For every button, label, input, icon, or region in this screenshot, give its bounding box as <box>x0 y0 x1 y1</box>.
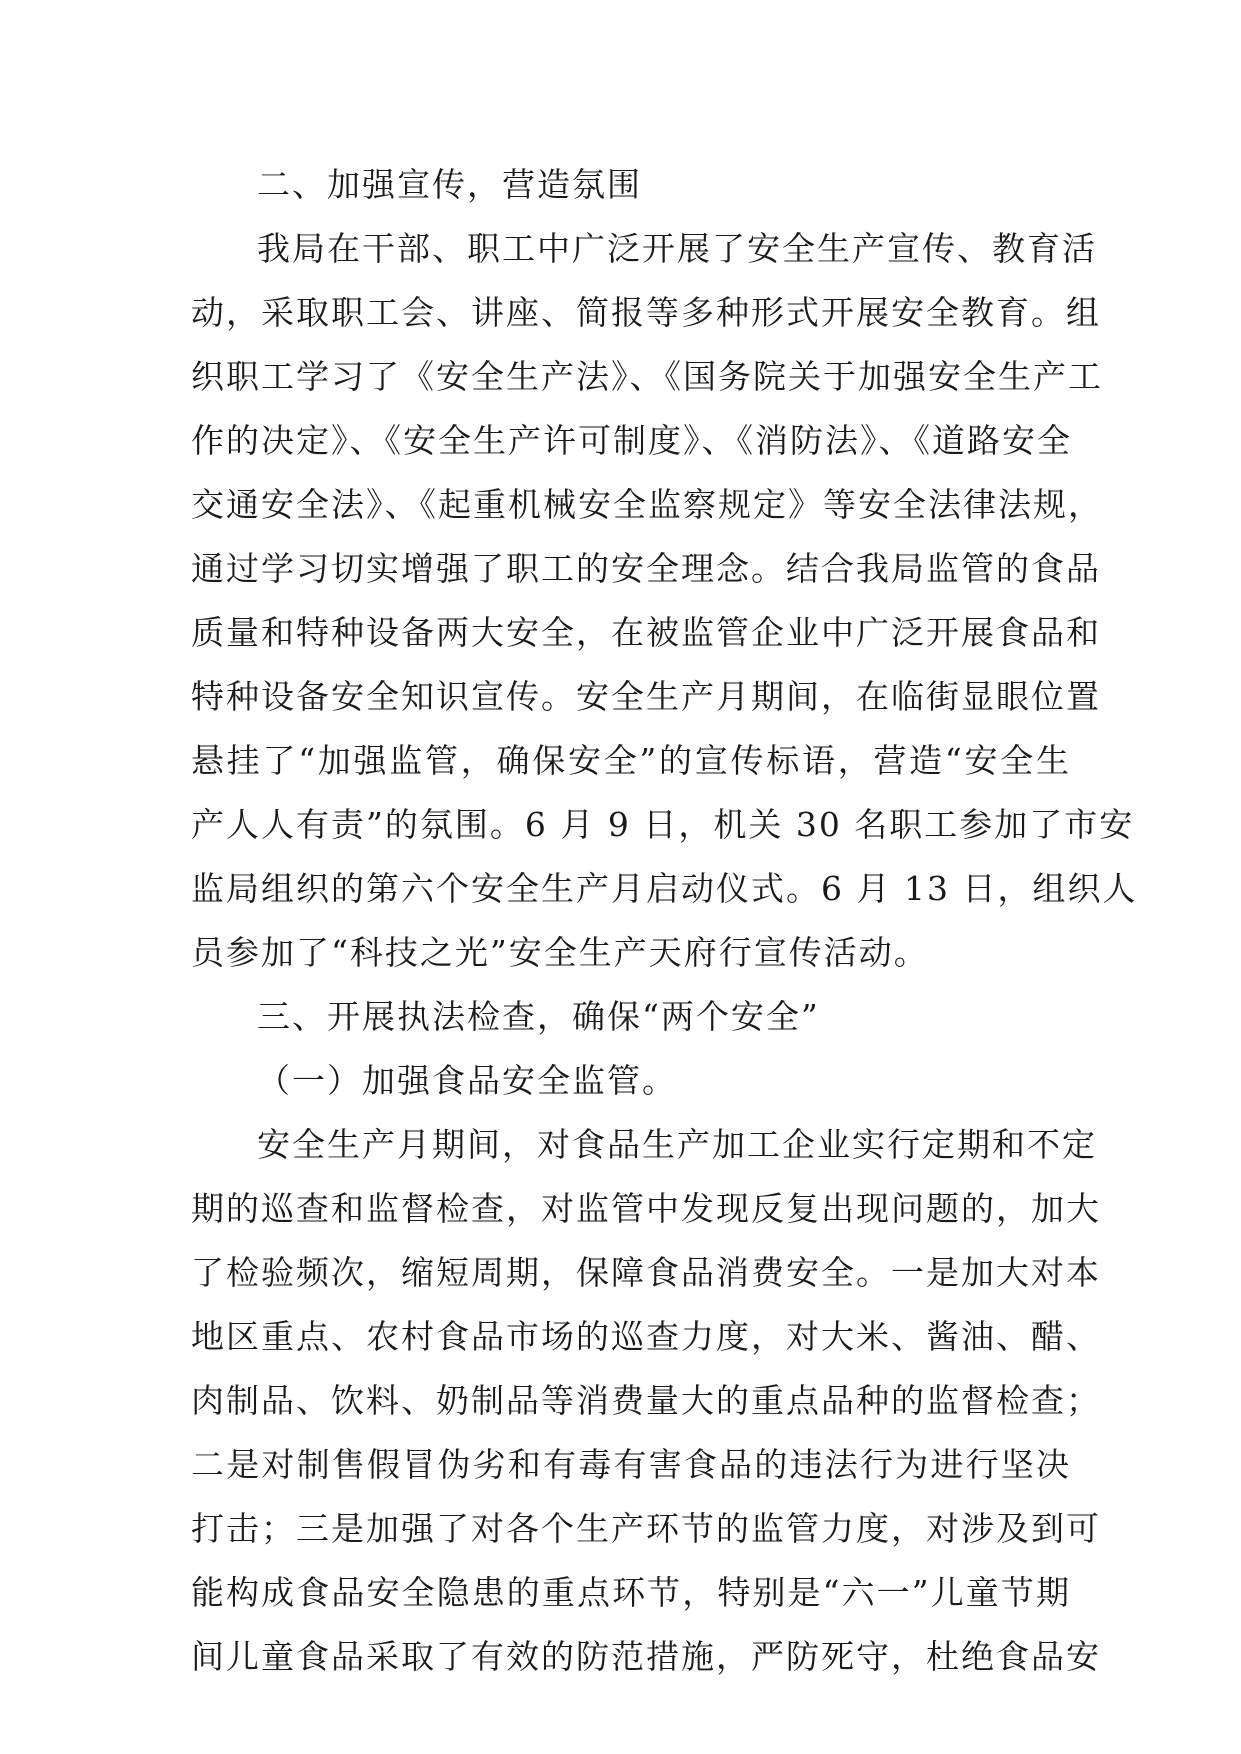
text-line: 间儿童食品采取了有效的防范措施，严防死守，杜绝食品安 <box>191 1637 1101 1676</box>
text-line: 期的巡查和监督检查，对监管中发现反复出现问题的，加大 <box>191 1189 1101 1228</box>
text-line: 我局在干部、职工中广泛开展了安全生产宣传、教育活 <box>257 229 1097 268</box>
text-line: 三、开展执法检查，确保“两个安全” <box>257 997 820 1036</box>
document-body <box>191 153 1138 1689</box>
text-line: 安全生产月期间，对食品生产加工企业实行定期和不定 <box>257 1125 1097 1164</box>
text-line: 织职工学习了《安全生产法》、《国务院关于加强安全生产工 <box>191 357 1103 396</box>
text-line: 通过学习切实增强了职工的安全理念。结合我局监管的食品 <box>191 549 1101 588</box>
text-line: 地区重点、农村食品市场的巡查力度，对大米、酱油、醋、 <box>191 1317 1101 1356</box>
text-line: 员参加了“科技之光”安全生产天府行宣传活动。 <box>191 933 929 972</box>
text-line: 交通安全法》、《起重机械安全监察规定》等安全法律法规， <box>191 485 1103 524</box>
text-line: 悬挂了“加强监管，确保安全”的宣传标语，营造“安全生 <box>191 741 1071 780</box>
text-line: 产人人有责”的氛围。6 月 9 日，机关 30 名职工参加了市安 <box>191 805 1135 844</box>
text-line: 能构成食品安全隐患的重点环节，特别是“六一”儿童节期 <box>191 1573 1071 1612</box>
text-line: 打击；三是加强了对各个生产环节的监管力度，对涉及到可 <box>191 1509 1101 1548</box>
text-line: 特种设备安全知识宣传。安全生产月期间，在临街显眼位置 <box>191 677 1101 716</box>
text-line: 二是对制售假冒伪劣和有毒有害食品的违法行为进行坚决 <box>191 1445 1071 1484</box>
text-line: 了检验频次，缩短周期，保障食品消费安全。一是加大对本 <box>191 1253 1101 1292</box>
text-line: 二、加强宣传，营造氛围 <box>257 165 642 204</box>
text-line: 监局组织的第六个安全生产月启动仪式。6 月 13 日，组织人 <box>191 869 1138 908</box>
text-line: 作的决定》、《安全生产许可制度》、《消防法》、《道路安全 <box>191 421 1072 460</box>
text-line: 肉制品、饮料、奶制品等消费量大的重点品种的监督检查； <box>191 1381 1101 1420</box>
text-line: 动，采取职工会、讲座、简报等多种形式开展安全教育。组 <box>191 293 1101 332</box>
text-line: 质量和特种设备两大安全，在被监管企业中广泛开展食品和 <box>191 613 1101 652</box>
text-line: （一）加强食品安全监管。 <box>257 1061 677 1100</box>
